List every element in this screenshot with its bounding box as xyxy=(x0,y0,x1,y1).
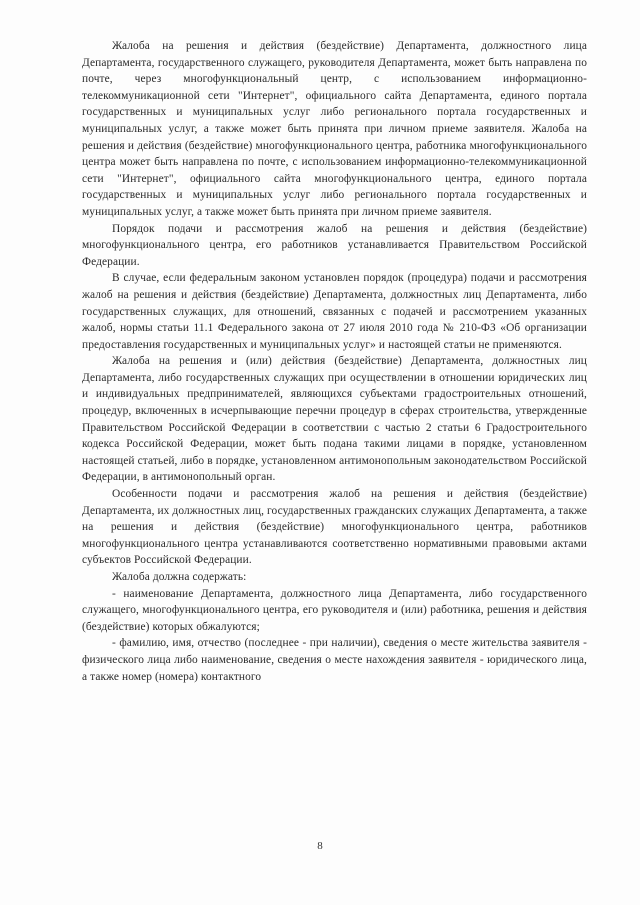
list-item-applicant-details: - фамилию, имя, отчество (последнее - при наличии), сведения о месте жительства заявителя - физического лица либо наименование, сведения о месте нахождения заявителя - юридического лица, а также номер (номера) контактного xyxy=(82,637,587,683)
list-item-respondent-name: - наименование Департамента, должностного лица Департамента, либо государственного служащего, многофункционального центра, его руководителя и (или) работника, решения и действия (бездействие) которых обжалуются; xyxy=(82,587,587,633)
paragraph-regional-acts: Особенности подачи и рассмотрения жалоб на решения и действия (бездействие) Департамента, их должностных лиц, государственных гражданских служащих Департамента, а также на решения и действия (бездействие) многофункционального центра, работников многофункционального центра устанавливаются соответственно нормативными правовыми актами субъектов Российской Федерации. xyxy=(82,488,587,567)
paragraph-mfc-procedure: Порядок подачи и рассмотрения жалоб на решения и действия (бездействие) многофункционального центра, его работников устанавливается Правительством Российской Федерации. xyxy=(82,222,587,268)
document-body xyxy=(82,38,587,685)
page-number: 8 xyxy=(317,840,323,852)
paragraph-complaint-contents-heading: Жалоба должна содержать: xyxy=(112,571,247,583)
paragraph-construction-procedures: Жалоба на решения и (или) действия (бездействие) Департамента, должностных лиц Департамента, либо государственных служащих при осуществлении в отношении юридических лиц и индивидуальных предпринимателей, являющихся субъектами градостроительных отношений, процедур, включенных в исчерпывающие перечни процедур в сферах строительства, утвержденные Правительством Российской Федерации в соответствии с частью 2 статьи 6 Градостроительного кодекса Российской Федерации, может быть подана такими лицами в порядке, установленном настоящей статьей, либо в порядке, установленном антимонопольным законодательством Российской Федерации, в антимонопольный орган. xyxy=(82,355,587,484)
paragraph-complaint-channels: Жалоба на решения и действия (бездействие) Департамента, должностного лица Департамента, государственного служащего, руководителя Департамента, может быть направлена по почте, через многофункциональный центр, с использованием информационно-телекоммуникационной сети "Интернет", официального сайта Департамента, единого портала государственных и муниципальных услуг либо регионального портала государственных и муниципальных услуг, а также может быть принята при личном приеме заявителя. Жалоба на решения и действия (бездействие) многофункционального центра, работника многофункционального центра может быть направлена по почте, с использованием информационно-телекоммуникационной сети "Интернет", официального сайта многофункционального центра, единого портала государственных и муниципальных услуг либо регионального портала государственных и муниципальных услуг, а также может быть принята при личном приеме заявителя. xyxy=(82,40,587,218)
paragraph-federal-law: В случае, если федеральным законом установлен порядок (процедура) подачи и рассмотрения жалоб на решения и действия (бездействие) Департамента, должностных лиц Департамента, либо государственных служащих, для отношений, связанных с подачей и рассмотрением указанных жалоб, нормы статьи 11.1 Федерального закона от 27 июля 2010 года № 210-ФЗ «Об организации предоставления государственных и муниципальных услуг» и настоящей статьи не применяются. xyxy=(82,272,587,351)
